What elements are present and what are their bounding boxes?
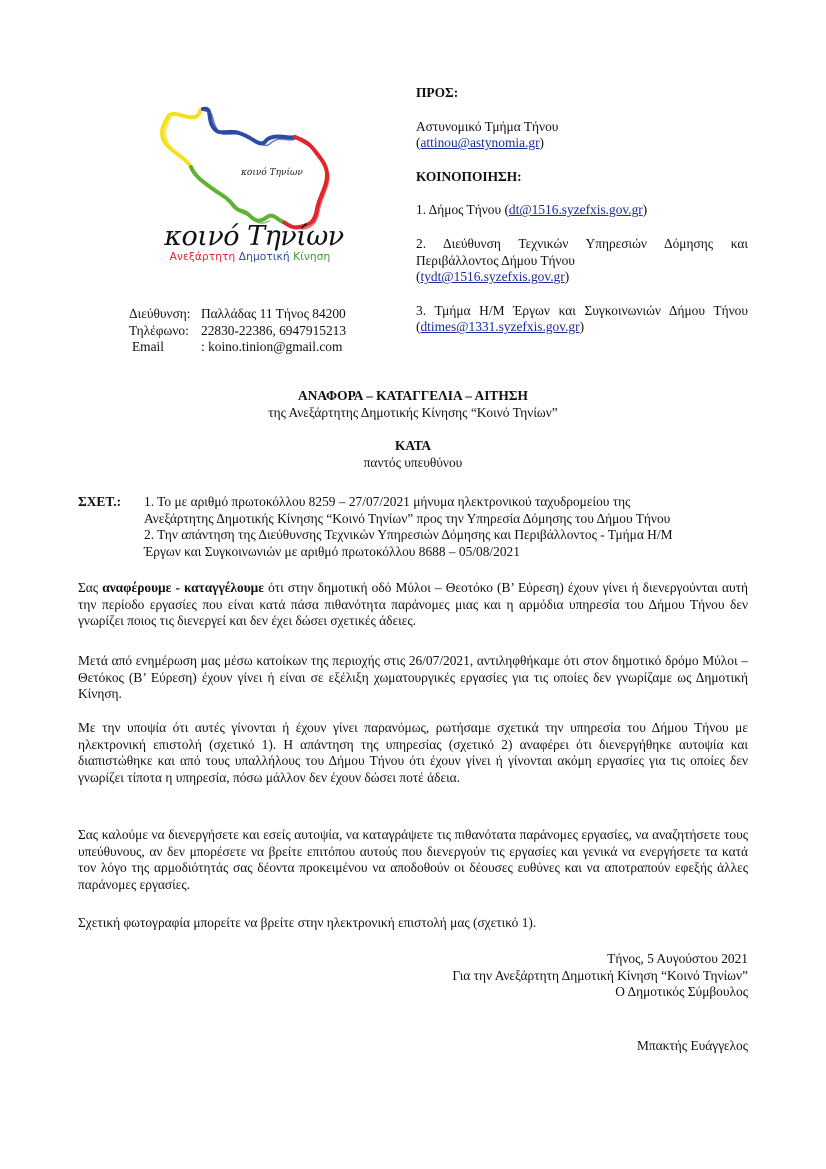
document-title-block [78,388,748,471]
contact-phone [129,323,379,340]
contact-email [129,339,379,356]
paragraph-text: ότι στην δημοτική οδό Μύλοι – Θεοτόκο (Β’ Εύρεση) έχουν γίνει ή διενεργούνται αυτή την περίοδο εργασίες που είναι κατά πάσα πιθανότητα παράνομες μιας και η αρμόδια υπηρεσία του Δήμου Τήνου δεν γνωρίζει ποιος τις διενεργεί και δεν έχει δώσει σχετικές άδειες. [78,580,748,629]
cc-email-link[interactable]: dt@1516.syzefxis.gov.gr [508,202,643,218]
to-email-line: (attinou@astynomia.gr) [416,135,545,151]
to-email-link[interactable]: attinou@astynomia.gr [420,135,540,151]
cc-item-close: ) [579,319,585,335]
contact-address [129,306,379,323]
logo-inner-script: κοινό Τηνίων [241,168,303,178]
against-who: παντός υπευθύνου [363,454,463,470]
signer-role: Ο Δημοτικός Σύμβουλος [615,984,748,1000]
recipients-block [416,85,748,336]
cc-item-2 [416,236,748,269]
to-heading: ΠΡΟΣ: [416,85,459,100]
references-list [144,494,754,560]
cc-heading: ΚΟΙΝΟΠΟΙΗΣΗ: [416,168,522,184]
paragraph-text: Σας [78,580,103,595]
body-paragraph-report [78,580,748,630]
contact-info [129,306,379,356]
cc-item-2-email: (tydt@1516.syzefxis.gov.gr) [416,269,570,285]
logo-caption [155,251,345,263]
logo-caption-word: Ανεξάρτητη [169,251,236,263]
references-label: ΣΧΕΤ.: [78,494,122,509]
logo-stroke-red [281,137,327,227]
body-paragraph-inquiry: Με την υποψία ότι αυτές γίνονται ή έχουν γίνει παρανόμως, ρωτήσαμε σχετικά την υπηρεσία του Δήμου Τήνου με ηλεκτρονική επιστολή (σχετικό 1). Η απάντηση της υπηρεσίας (σχετικό 2) αναφέρει ότι διενεργήθηκε αυτοψία και διαπιστώθηκε και από τους υπαλλήλους του Δήμου Τήνου ότι έχουν γίνει ή γίνονται ακόμη εργασίες για τις οποίες δεν γνωρίζει τίποτα η υπηρεσία, πόσω μάλλον δεν έχουν δώσει ποτέ άδεια. [78,720,748,785]
cc-item-text: 2. Διεύθυνση Τεχνικών Υπηρεσιών Δόμησης και Περιβάλλοντος Δήμου Τήνου [416,235,748,268]
logo-script-title: κοινό Τηνίων [164,221,344,252]
place-date: Τήνος, 5 Αυγούστου 2021 [607,951,748,966]
cc-item-1 [416,202,748,219]
cc-email-link[interactable]: tydt@1516.syzefxis.gov.gr [420,269,565,285]
signer-name: Μπακτής Ευάγγελος [636,1038,748,1053]
body-paragraph-request: Σας καλούμε να διενεργήσετε και εσείς αυτοψία, να καταγράψετε τις πιθανότατα παράνομες εργασίες, να αναζητήσετε τους υπεύθυνους, αν δεν μπορέσετε να βρείτε επιτόπου αυτούς που διενεργούν τις εργασίες και γενικά να ενεργήσετε τα κατά τον λόγο της αρμοδιότητάς σας δέοντα προκειμένου να αποδοθούν οι δέουσες ευθύνες και να αποτραπούν εφεξής άλλες παράνομες εργασίες. [78,827,748,892]
to-name: Αστυνομικό Τμήμα Τήνου [416,118,559,134]
reference-line: Ανεξάρτητης Δημοτικής Κίνησης “Κοινό Τηνίων” προς την Υπηρεσία Δόμησης του Δήμου Τήνου [144,510,671,526]
cc-item-close: ) [642,202,648,218]
address-label: Διεύθυνση: [129,306,191,321]
reference-line: Έργων και Συγκοινωνιών με αριθμό πρωτοκόλλου 8688 – 05/08/2021 [144,543,520,559]
cc-item-text: 3. Τμήμα Η/Μ Έργων και Συγκοινωνιών Δήμου Τήνου ( [416,302,748,335]
body-paragraph-discovery: Μετά από ενημέρωση μας μέσω κατοίκων της περιοχής στις 26/07/2021, αντιληφθήκαμε ότι στον δημοτικό δρόμο Μύλοι – Θετόκος (Β’ Εύρεση) έχουν γίνει ή είναι σε εξέλιξη χωματουργικές εργασίες για τις οποίες δεν γνωρίζαμε ως Δημοτική Κίνηση. [78,653,748,702]
logo-caption-word: Δημοτική [238,251,290,263]
logo-caption-word: Κίνηση [293,251,331,263]
email-value: : koino.tinion@gmail.com [201,339,343,355]
cc-item-3 [416,303,748,336]
document-title: ΑΝΑΦΟΡΑ – ΚΑΤΑΓΓΕΛΙΑ – ΑΙΤΗΣΗ [298,388,528,403]
reference-line: 2. Την απάντηση της Διεύθυνσης Τεχνικών Υπηρεσιών Δόμησης και Περιβάλλοντος - Τμήμα Η/Μ [144,527,673,543]
document-subtitle: της Ανεξάρτητης Δημοτικής Κίνησης “Κοινό Τηνίων” [268,404,558,420]
reference-line: 1. Το με αριθμό πρωτοκόλλου 8259 – 27/07/2021 μήνυμα ηλεκτρονικού ταχυδρομείου της [144,494,631,509]
against-heading: ΚΑΤΑ [394,438,432,454]
email-label: Email [132,339,164,355]
phone-value: 22830-22386, 6947915213 [201,322,347,338]
phone-label: Τηλέφωνο: [129,322,189,338]
signature-block [78,951,748,1001]
cc-item-text: 1. Δήμος Τήνου ( [416,202,509,218]
cc-email-link[interactable]: dtimes@1331.syzefxis.gov.gr [420,319,580,335]
organization-logo [155,105,355,270]
address-value: Παλλάδας 11 Τήνος 84200 [201,306,346,321]
on-behalf: Για την Ανεξάρτητη Δημοτική Κίνηση “Κοινό Τηνίων” [452,967,748,983]
paragraph-emphasis: αναφέρουμε - καταγγέλουμε [102,580,264,595]
body-paragraph-photo: Σχετική φωτογραφία μπορείτε να βρείτε στην ηλεκτρονική επιστολή μας (σχετικό 1). [78,915,537,930]
